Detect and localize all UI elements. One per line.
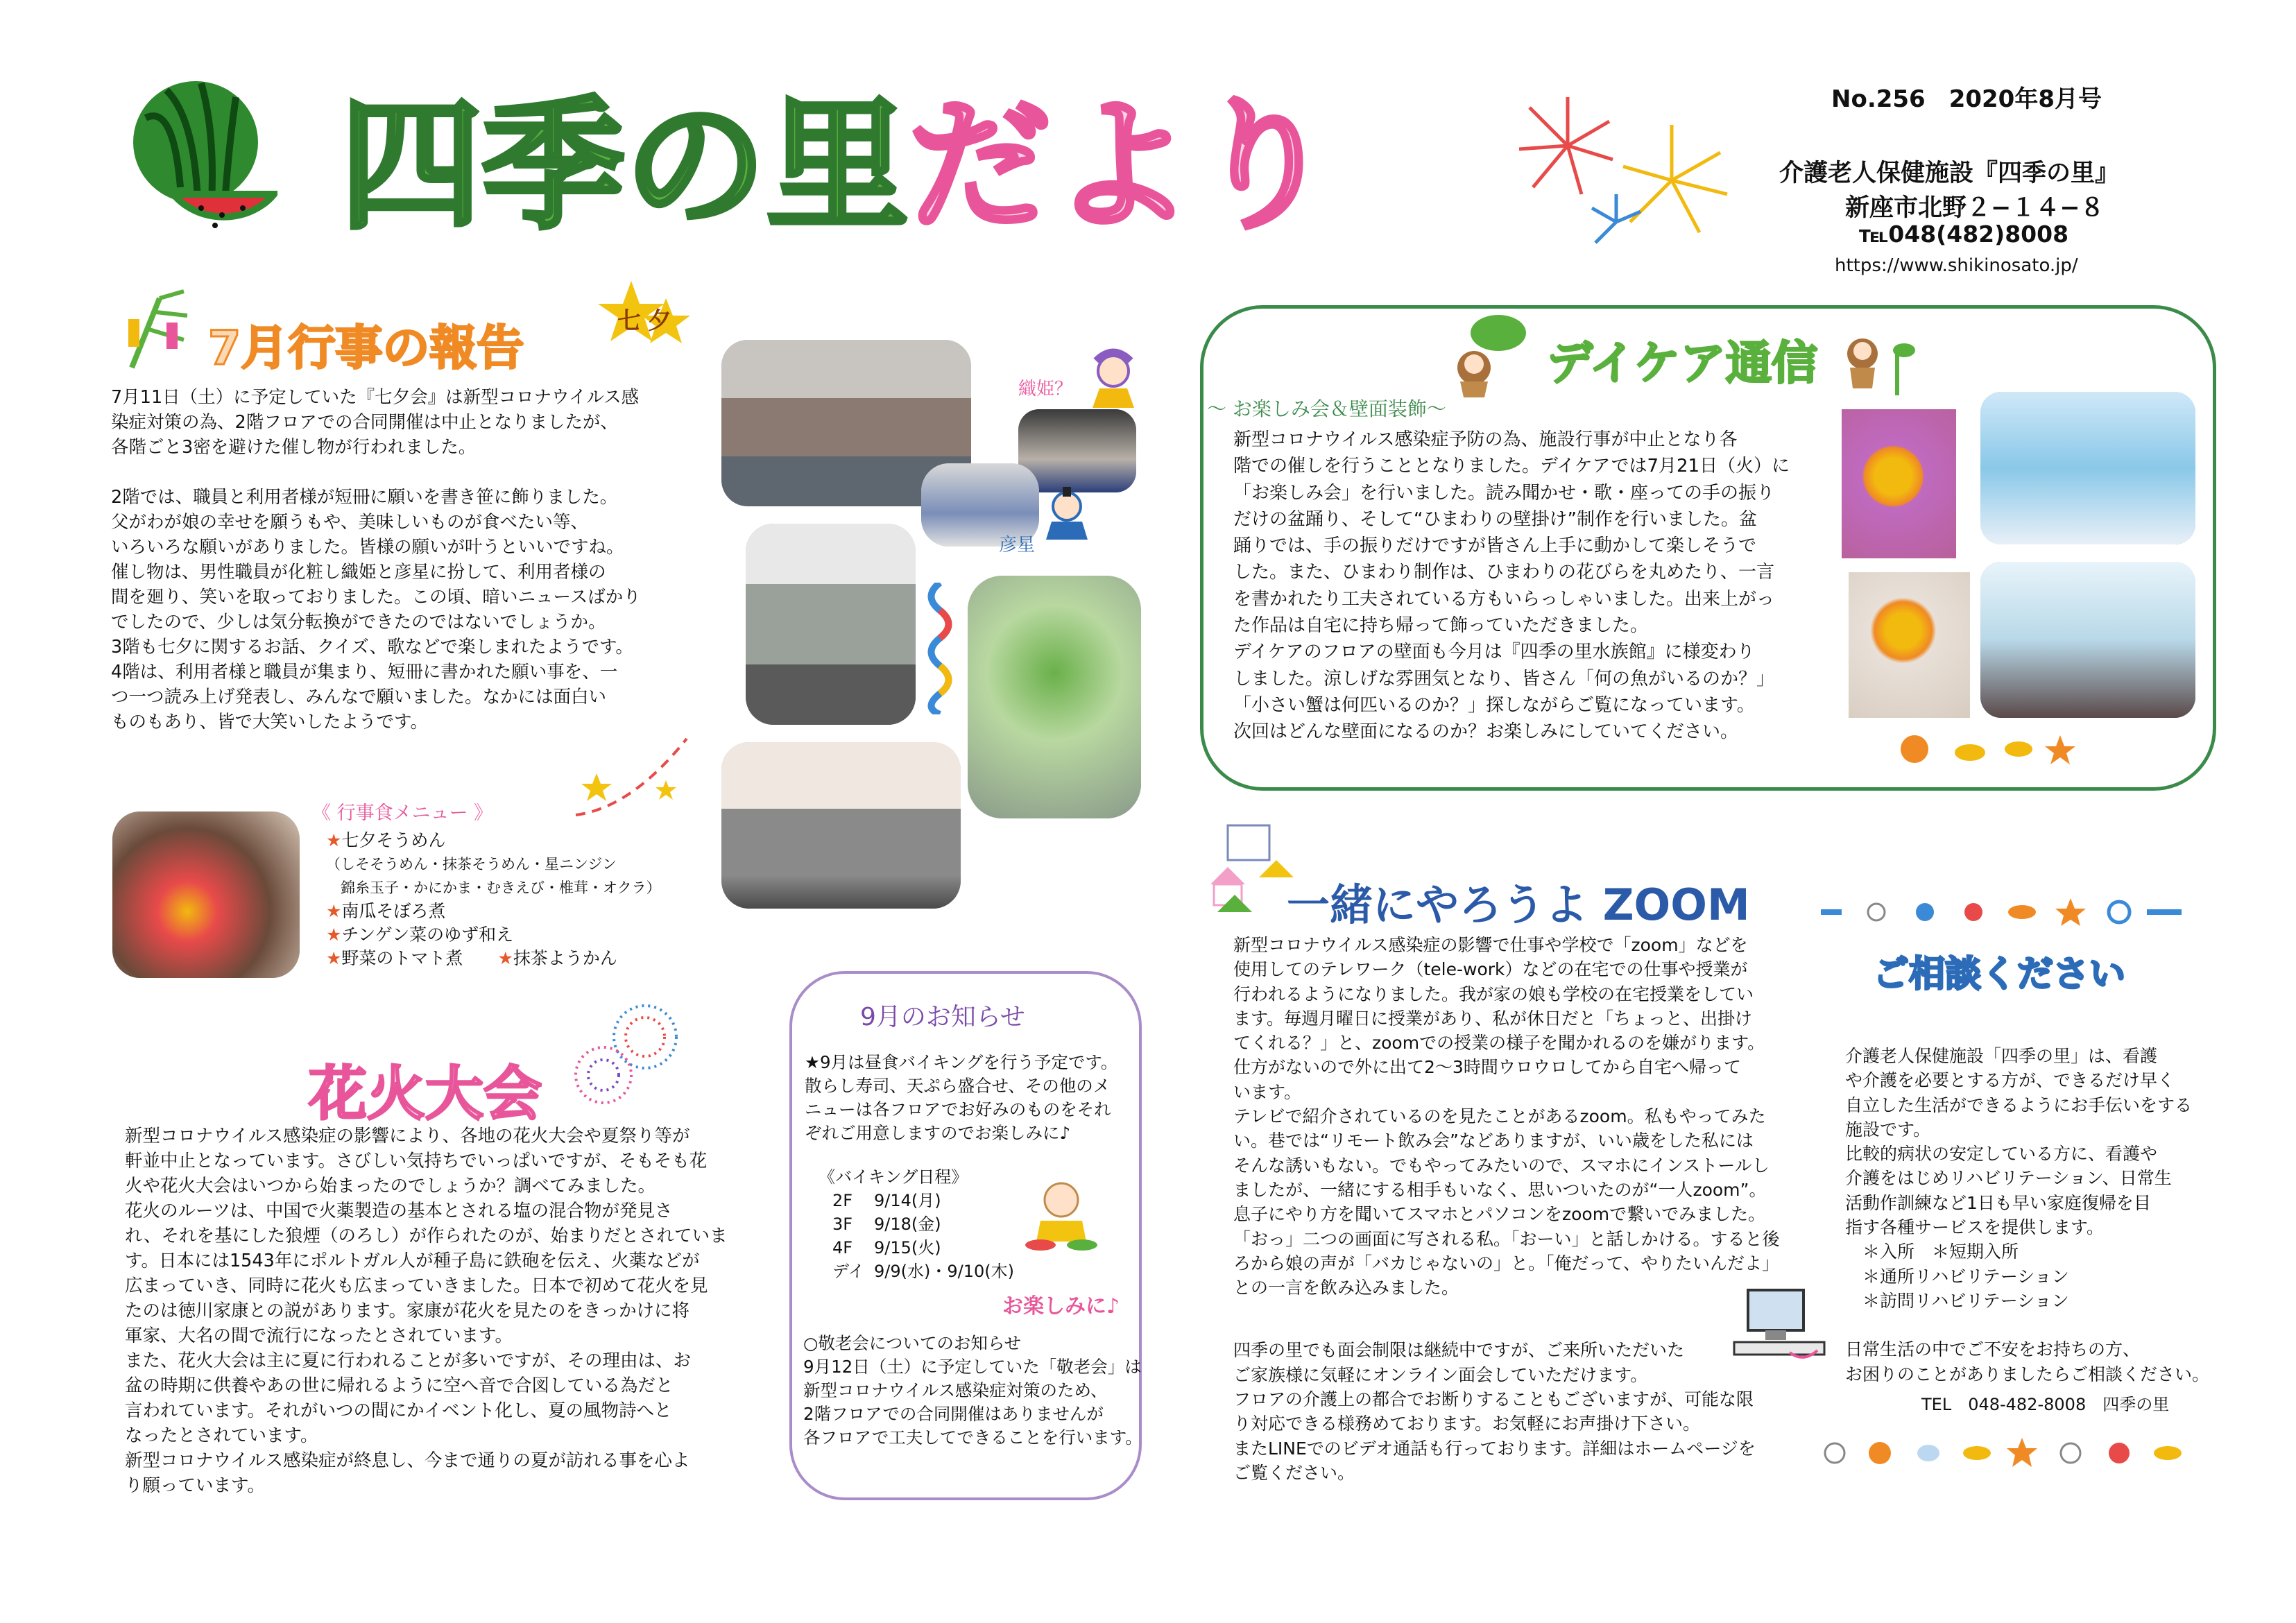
photo-event-meal: [112, 812, 300, 978]
zoom-heading: 一緒にやろうよ ZOOM: [1287, 879, 1750, 930]
orihime-label: 織姫？: [1018, 379, 1073, 400]
title-part2: だより: [909, 84, 1335, 249]
photo-group-tanabata: [721, 742, 961, 909]
sea-border-bottom: [1814, 1432, 2202, 1474]
july-body: 7月11日（土）に予定していた『七夕会』は新型コロナウイルス感 染症対策の為、2階フロアでの合同開催は中止となりましたが、 各階ごと3密を避けた催し物が行われました。 2階では、職員と利用者様が短冊に願いを書き笹に飾りました。 父がわが娘の幸せを願うもや、美味しいものが食べたい等、 いろいろな願いがありました。皆様の願いが叶うといいですね。 催し物は、男性職員が化粧し織姫と彦星に扮して、利用者様の 間を廻り、笑いを取っておりました。この頃、暗いニュースばかり でしたので、少しは気分転換ができたのではないでしょうか。 3階も七夕に関するお話、クイズ、歌などで楽しまれたようです。 4階は、利用者様と職員が集まり、短冊に書かれた願い事を、一 つ一つ読み上げ発表し、みんなで願いました。なかには面白い ものもあり、皆で大笑いしたようです。: [111, 387, 641, 732]
watermelon-illustration: [132, 76, 277, 257]
photo-sunflower-craft-2: [1849, 572, 1970, 718]
facility-url[interactable]: https://www.shikinosato.jp/: [1835, 255, 2078, 276]
photo-aquarium-wall-2: [1980, 562, 2195, 718]
leaf-fairy-icon: [1450, 309, 1533, 399]
photo-wheelchair-tanabata: [746, 524, 916, 725]
july-heading: 7月行事の報告: [208, 321, 524, 376]
zoom-body: 新型コロナウイルス感染症の影響で仕事や学校で「zoom」などを 使用してのテレワーク（tele-work）などの在宅での仕事や授業が 行われるようになりました。我が家の娘も学校の在宅授業をしてい ます。毎週月曜日に授業があり、私が休日だと「ちょっと、出掛け てくれる？」と、zoomでの授業の様子を聞かれるのを嫌がります。 仕方がないので外に出て2〜3時間ウロウロしてから自宅へ帰って います。 テレビで紹介されているのを見たことがあるzoom。私もやってみた い。巷では“リモート飲み会”などありますが、いい歳をした私には そんな誘いもない。でもやってみたいので、スマホにインストールし ましたが、一緒にする相手もいなく、思いついたのが“一人zoom”。 息子にやり方を聞いてスマホとパソコンをzoomで繋いでみました。 「おっ」二つの画面に写される私。「おーい」と話しかける。すると後 ろから娘の声が「バカじゃないの」と。「俺だって、やりたいんだよ」 との一言を飲み込みました。 四季の里でも面会制限は継続中ですが、ご来所いただいた ご家族様に気軽にオンライン面会していただけます。 フロアの介護上の都合でお断りすることもございますが、可能な限 り対応できる様務めております。お気軽にお声掛け下さい。 またLINEでのビデオ通話も行っております。詳細はホームページを ご覧ください。: [1233, 935, 1780, 1483]
menu-title: 《 行事食メニュー 》: [312, 802, 493, 824]
computer-video-call-icon: [1727, 1287, 1831, 1363]
streamer-decoration: [923, 583, 957, 714]
orihime-icon: [1082, 347, 1145, 409]
newsletter-title: [340, 84, 1335, 249]
fireworks-body: 新型コロナウイルス感染症の影響により、各地の花火大会や夏祭り等が 軒並中止となっています。さびしい気持ちでいっぱいですが、そもそも花 火や花火大会はいつから始まったのでしょうか？調べてみました。 花火のルーツは、中国で火薬製造の基本とされる塩の混合物が発見さ れ、それを基にした狼煙（のろし）が作られたのが、始まりだとされていま す。日本には1543年にポルトガル人が種子島に鉄砲を伝え、火薬などが 広まっていき、同時に花火も広まっていきました。日本で初めて花火を見 たのは徳川家康との説があります。家康が花火を見たのをきっかけに将 軍家、大名の間で流行になったとされています。 また、花火大会は主に夏に行われることが多いですが、その理由は、お 盆の時期に供養やあの世に帰れるように空へ音で合図している為だと 言われています。それがいつの間にかイベント化し、夏の風物詩へと なったとされています。 新型コロナウイルス感染症が終息し、今まで通りの夏が訪れる事を心よ り願っています。: [125, 1126, 728, 1496]
september-heading: 9月のお知らせ: [860, 1003, 1025, 1031]
bamboo-icon: [118, 284, 194, 375]
sprout-fairy-icon: [1835, 326, 1918, 402]
fireworks-small-illustration: [569, 999, 708, 1117]
facility-address: 新座市北野２−１４−８: [1845, 194, 2105, 222]
daycare-subheading: ～ お楽しみ会＆壁面装飾～: [1207, 397, 1446, 420]
fireworks-illustration: [1491, 83, 1755, 264]
menu-list: ★七夕そうめん （しそそうめん・抹茶そうめん・星ニンジン 錦糸玉子・かにかま・むきえび・椎茸・オクラ） ★南瓜そぼろ煮 ★チンゲン菜のゆず和え ★野菜のトマト煮 ★抹茶ようかん: [326, 830, 661, 968]
tanabata-badge: [597, 277, 694, 354]
september-body: ★9月は昼食バイキングを行う予定です。 散らし寿司、天ぷら盛合せ、その他のメ ニューは各フロアでお好みのものをそれ ぞれご用意しますのでお楽しみに♪: [805, 1052, 1118, 1143]
hikoboshi-icon: [1039, 486, 1095, 541]
tanabata-label: 七夕: [617, 307, 678, 335]
hikoboshi-label: 彦星: [999, 535, 1036, 556]
star-garland-decoration: [569, 732, 694, 836]
chef-buffet-icon: [1020, 1172, 1103, 1255]
sea-border-top: [1814, 895, 2188, 929]
photo-aquarium-wall-1: [1980, 392, 2195, 544]
title-part1: 四季の里: [340, 84, 909, 249]
consult-heading: ご相談ください: [1873, 954, 2126, 995]
enjoy-label: お楽しみに♪: [1002, 1294, 1120, 1319]
daycare-body: 新型コロナウイルス感染症予防の為、施設行事が中止となり各 階での催しを行うこととなりました。デイケアでは7月21日（火）に 「お楽しみ会」を行いました。読み聞かせ・歌・座っての手の振り だけの盆踊り、そして“ひまわりの壁掛け”制作を行いました。盆 踊りでは、手の振りだけですが皆さん上手に動かして楽しそうで した。また、ひまわり制作は、ひまわりの花びらを丸めたり、一言 を書かれたり工夫されている方もいらっしゃいました。出来上がっ た作品は自宅に持ち帰って飾っていただきました。 デイケアのフロアの壁面も今月は『四季の里水族館』に様変わり しました。涼しげな雰囲気となり、皆さん「何の魚がいるのか？」 「小さい蟹は何匹いるのか？」探しながらご覧になっています。 次回はどんな壁面になるのか？お楽しみにしていてください。: [1233, 429, 1790, 743]
facility-name: 介護老人保健施設『四季の里』: [1779, 160, 2120, 187]
facility-tel: ℡048(482)8008: [1859, 221, 2069, 248]
sea-creatures-decoration: [1887, 721, 2081, 777]
fireworks-heading: 花火大会: [309, 1060, 542, 1128]
viking-schedule: 《バイキング日程》 2F 9/14(月) 3F 9/18(金) 4F 9/15(火) デイ 9/9(水)・9/10(木): [819, 1167, 1014, 1281]
keirou-notice: ○敬老会についてのお知らせ 9月12日（土）に予定していた「敬老会」は 新型コロナウイルス感染症対策のため、 2階フロアでの合同開催はありませんが 各フロアで工夫してできることを行います。: [803, 1333, 1142, 1448]
consult-body: 介護老人保健施設「四季の里」は、看護 や介護を必要とする方が、できるだけ早く 自立した生活ができるようにお手伝いをする 施設です。 比較的病状の安定している方に、看護や 介護をはじめリハビリテーション、日常生 活動作訓練など1日も早い家庭復帰を目 指す各種サービスを提供します。 ＊入所 ＊短期入所 ＊通所リハビリテーション ＊訪問リハビリテーション 日常生活の中でご不安をお持ちの方、 お困りのことがありましたらご相談ください。: [1845, 1046, 2210, 1384]
daycare-heading: デイケア通信: [1547, 336, 1818, 390]
consult-footer-tel: TEL 048-482-8008 四季の里: [1921, 1395, 2170, 1414]
photo-sunflower-craft-1: [1842, 409, 1956, 558]
issue-number: No.256 2020年8月号: [1831, 85, 2102, 113]
photo-bamboo-decorations: [968, 576, 1141, 818]
